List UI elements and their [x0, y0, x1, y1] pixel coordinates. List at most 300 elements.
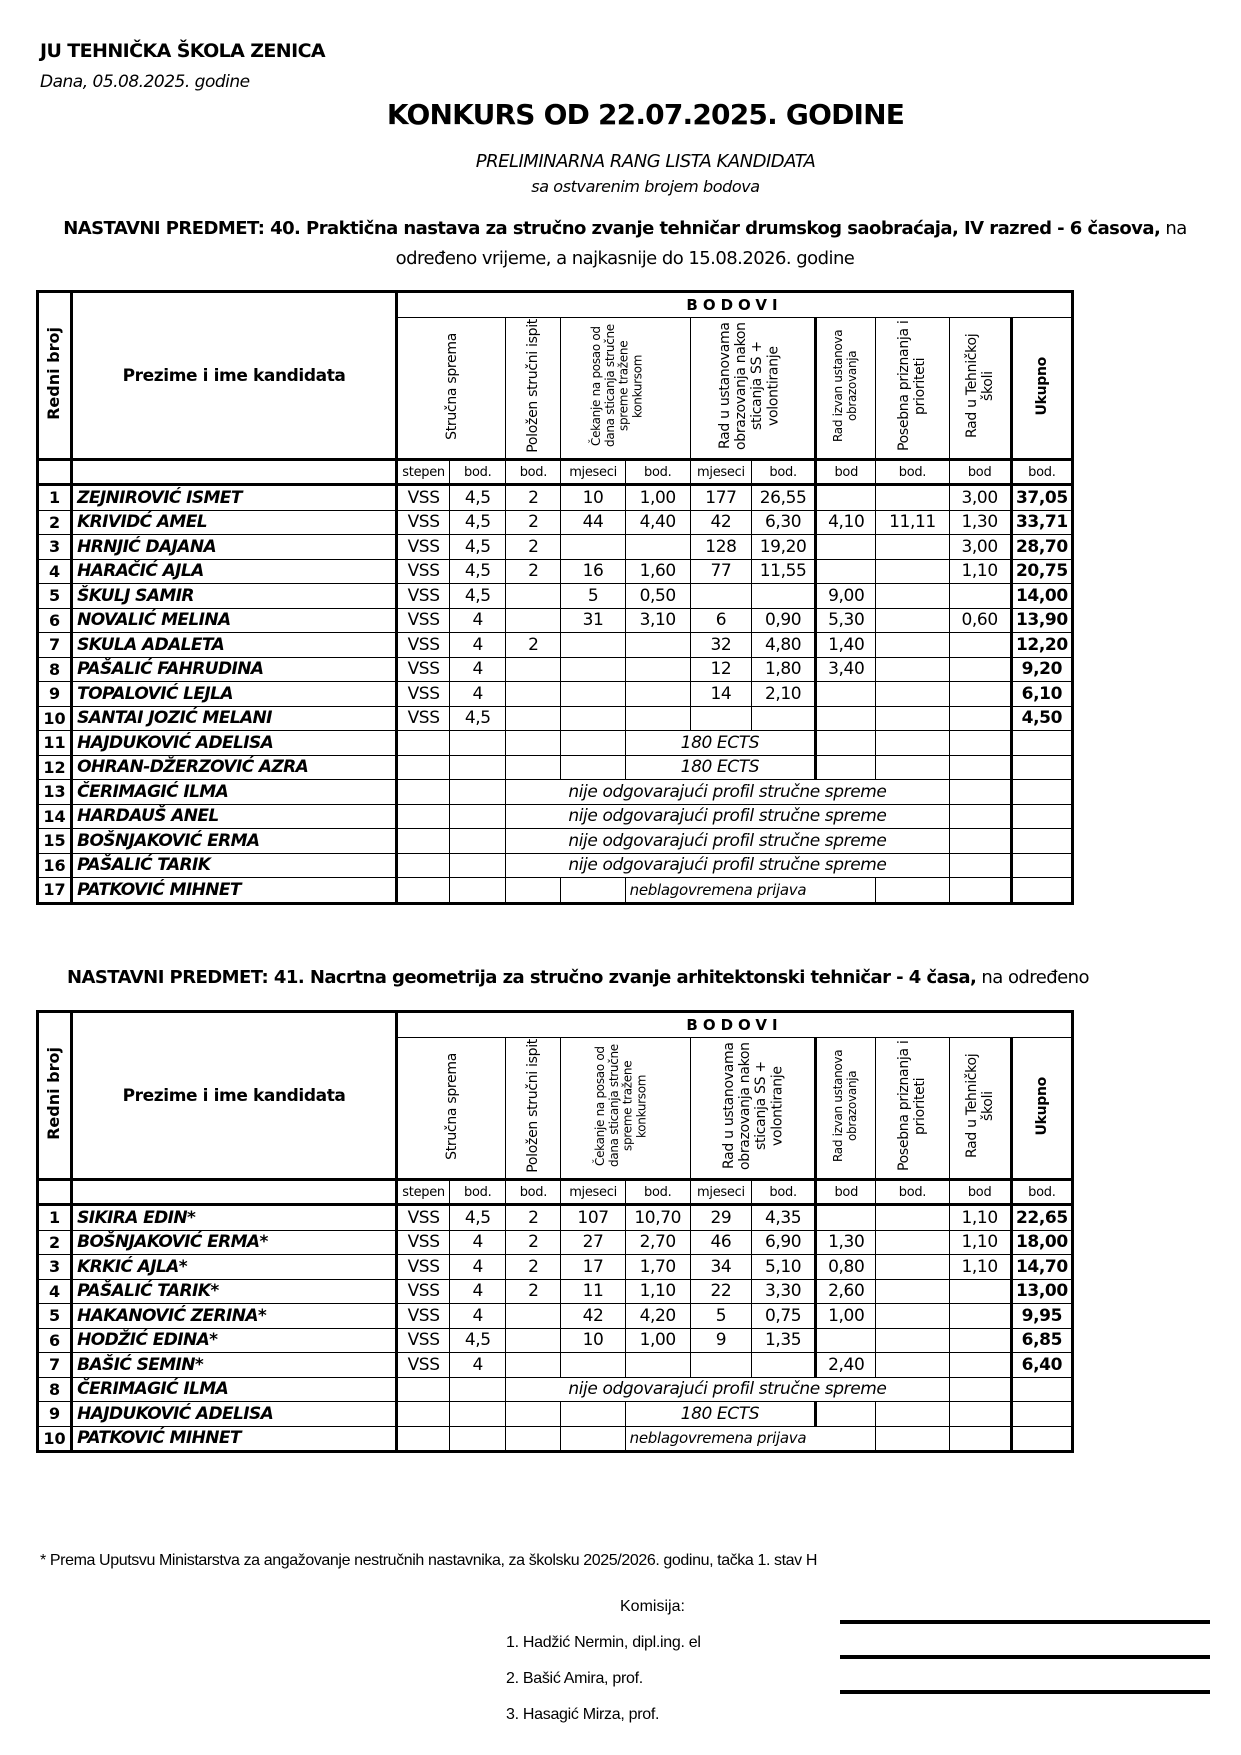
- cell-pp: [876, 1353, 949, 1378]
- candidate-name: HARDAUŠ ANEL: [72, 804, 397, 829]
- header-redni-broj: [38, 1012, 72, 1180]
- table-row: [38, 1230, 1073, 1255]
- unit-label: mjeseci: [561, 460, 625, 485]
- cell-rb: 6,90: [752, 1230, 816, 1255]
- table-row: [38, 1353, 1073, 1378]
- table-row: [38, 1377, 1073, 1402]
- candidate-name: BOŠNJAKOVIĆ ERMA: [72, 829, 397, 854]
- page-subtitle: PRELIMINARNA RANG LISTA KANDIDATA: [475, 151, 816, 172]
- ranking-table-1: [36, 290, 1074, 905]
- empty-cell: [949, 829, 1011, 854]
- footnote: * Prema Uputsvu Ministarstva za angažovanje nestručnih nastavnika, za školsku 2025/2026. godinu, tačka 1. stav H: [40, 1552, 817, 1569]
- table-row: [38, 608, 1073, 633]
- empty-cell: [397, 853, 450, 878]
- candidate-name: HRNJIĆ DAJANA: [72, 535, 397, 560]
- header-polozen-ispit-label: Položen stručni ispit: [525, 319, 542, 453]
- cell-rm: 177: [690, 485, 751, 511]
- signature-line: [840, 1690, 1210, 1694]
- table-row: [38, 559, 1073, 584]
- empty-cell: [450, 1377, 506, 1402]
- total-points: [1011, 1377, 1072, 1402]
- cell-iz: [816, 682, 876, 707]
- empty-cell: [397, 780, 450, 805]
- cell-pol: 2: [506, 559, 561, 584]
- candidate-name: HODŽIĆ EDINA*: [72, 1328, 397, 1353]
- cell-stepen: VSS: [397, 510, 450, 535]
- row-number: 14: [38, 804, 72, 829]
- cell-rm: 12: [690, 657, 751, 682]
- table-row: [38, 510, 1073, 535]
- cell-pol: 2: [506, 633, 561, 658]
- empty-cell: [450, 1402, 506, 1427]
- candidate-name: KRIVIDĆ AMEL: [72, 510, 397, 535]
- cell-iz: 2,40: [816, 1353, 876, 1378]
- header-strucna-sprema: [397, 1038, 506, 1180]
- status-note: neblagovremena prijava: [625, 878, 876, 904]
- cell-rt: 1,10: [949, 559, 1011, 584]
- candidate-name: PAŠALIĆ TARIK: [72, 853, 397, 878]
- empty-cell: [450, 853, 506, 878]
- commission-member: 2. Bašić Amira, prof.: [506, 1670, 643, 1687]
- candidate-name: SANTAI JOZIĆ MELANI: [72, 706, 397, 731]
- cell-pol: 2: [506, 535, 561, 560]
- cell-rb: 4,35: [752, 1205, 816, 1231]
- header-rad-izvan: [816, 1038, 876, 1180]
- empty-cell: [450, 878, 506, 904]
- cell-rb: 4,80: [752, 633, 816, 658]
- empty-cell: [506, 878, 561, 904]
- empty-cell: [949, 804, 1011, 829]
- cell-stepen: VSS: [397, 633, 450, 658]
- candidate-name: BOŠNJAKOVIĆ ERMA*: [72, 1230, 397, 1255]
- cell-cb: [625, 1353, 690, 1378]
- subject-heading-2: [40, 963, 1210, 993]
- cell-pol: [506, 584, 561, 609]
- empty-cell: [506, 731, 561, 756]
- unit-label: bod.: [876, 1180, 949, 1205]
- document-date: Dana, 05.08.2025. godine: [40, 72, 250, 92]
- empty-cell: [949, 878, 1011, 904]
- header-rad-izvan: [816, 318, 876, 460]
- unit-label: bod.: [450, 460, 506, 485]
- cell-stepen: VSS: [397, 485, 450, 511]
- table-row: [38, 1402, 1073, 1427]
- empty-cell: [949, 1426, 1011, 1452]
- header-polozen-ispit: [506, 318, 561, 460]
- cell-pp: [876, 535, 949, 560]
- header-posebna-priznanja-label: Posebna priznanja i prioriteti: [896, 1040, 929, 1172]
- empty-cell: [450, 731, 506, 756]
- cell-rt: [949, 682, 1011, 707]
- cell-stepen: VSS: [397, 535, 450, 560]
- unit-label: bod: [949, 1180, 1011, 1205]
- header-cekanje-label: Čekanje na posao od dana sticanja stručne spreme tražene konkursom: [588, 324, 645, 448]
- empty-cell: [397, 804, 450, 829]
- empty-cell: [397, 1377, 450, 1402]
- empty-cell: [397, 878, 450, 904]
- cell-cm: [561, 633, 625, 658]
- cell-ss: 4: [450, 633, 506, 658]
- header-ukupno: [1011, 1038, 1072, 1180]
- cell-cb: [625, 706, 690, 731]
- cell-stepen: VSS: [397, 1353, 450, 1378]
- table-row: [38, 1205, 1073, 1231]
- row-number: 4: [38, 1279, 72, 1304]
- subject-heading-rest: na određeno vrijeme, a najkasnije do 15.08.2026. godine: [395, 218, 1187, 269]
- empty-cell: [876, 1426, 949, 1452]
- cell-cb: 1,70: [625, 1255, 690, 1280]
- cell-cb: 0,50: [625, 584, 690, 609]
- candidate-name: TOPALOVIĆ LEJLA: [72, 682, 397, 707]
- cell-iz: [816, 535, 876, 560]
- cell-rb: 0,75: [752, 1304, 816, 1329]
- cell-rt: 1,10: [949, 1230, 1011, 1255]
- candidate-name: BAŠIĆ SEMIN*: [72, 1353, 397, 1378]
- total-points: [1011, 731, 1072, 756]
- cell-rb: [752, 706, 816, 731]
- candidate-name: SKULA ADALETA: [72, 633, 397, 658]
- cell-rb: 3,30: [752, 1279, 816, 1304]
- unit-label: bod.: [450, 1180, 506, 1205]
- cell-pp: [876, 608, 949, 633]
- cell-rm: 42: [690, 510, 751, 535]
- total-points: [1011, 755, 1072, 780]
- cell-ss: 4: [450, 657, 506, 682]
- cell-pp: [876, 682, 949, 707]
- cell-rb: [752, 1353, 816, 1378]
- header-redni-broj-label: Redni broj: [44, 1047, 64, 1140]
- candidate-name: HAJDUKOVIĆ ADELISA: [72, 731, 397, 756]
- units-empty: [38, 460, 72, 485]
- cell-ss: 4,5: [450, 584, 506, 609]
- row-number: 3: [38, 1255, 72, 1280]
- cell-cm: [561, 1353, 625, 1378]
- table-row: [38, 706, 1073, 731]
- cell-ss: 4,5: [450, 485, 506, 511]
- cell-ss: 4: [450, 1230, 506, 1255]
- cell-rt: [949, 633, 1011, 658]
- table-row: [38, 535, 1073, 560]
- cell-cm: 11: [561, 1279, 625, 1304]
- candidate-name: ZEJNIROVIĆ ISMET: [72, 485, 397, 511]
- empty-cell: [397, 1402, 450, 1427]
- total-points: [1011, 1426, 1072, 1452]
- subject-heading-rest: na određeno: [976, 967, 1089, 988]
- cell-rm: 46: [690, 1230, 751, 1255]
- cell-rm: 29: [690, 1205, 751, 1231]
- empty-cell: [949, 731, 1011, 756]
- empty-cell: [450, 804, 506, 829]
- header-cekanje: [561, 1038, 690, 1180]
- units-empty: [72, 1180, 397, 1205]
- cell-cm: [561, 706, 625, 731]
- empty-cell: [561, 755, 625, 780]
- unit-label: bod.: [752, 1180, 816, 1205]
- empty-cell: [397, 829, 450, 854]
- candidate-name: HAJDUKOVIĆ ADELISA: [72, 1402, 397, 1427]
- unit-label: bod: [816, 460, 876, 485]
- cell-stepen: VSS: [397, 1230, 450, 1255]
- total-points: 9,95: [1011, 1304, 1072, 1329]
- candidate-name: PATKOVIĆ MIHNET: [72, 878, 397, 904]
- total-points: 14,70: [1011, 1255, 1072, 1280]
- cell-ss: 4: [450, 1353, 506, 1378]
- cell-iz: [816, 559, 876, 584]
- cell-rt: [949, 1328, 1011, 1353]
- cell-iz: [816, 1328, 876, 1353]
- header-redni-broj-label: Redni broj: [44, 327, 64, 420]
- table-row: [38, 731, 1073, 756]
- empty-cell: [876, 755, 949, 780]
- total-points: 37,05: [1011, 485, 1072, 511]
- cell-cm: 17: [561, 1255, 625, 1280]
- header-bodovi: BODOVI: [397, 292, 1073, 318]
- row-number: 3: [38, 535, 72, 560]
- cell-rm: 128: [690, 535, 751, 560]
- cell-pp: [876, 1255, 949, 1280]
- header-strucna-sprema-label: Stručna sprema: [443, 1052, 460, 1160]
- cell-cb: 10,70: [625, 1205, 690, 1231]
- total-points: 12,20: [1011, 633, 1072, 658]
- cell-cm: 16: [561, 559, 625, 584]
- school-name: JU TEHNIČKA ŠKOLA ZENICA: [40, 40, 326, 62]
- cell-iz: [816, 1205, 876, 1231]
- empty-cell: [876, 878, 949, 904]
- table-row: [38, 1279, 1073, 1304]
- cell-rt: [949, 1304, 1011, 1329]
- row-number: 9: [38, 682, 72, 707]
- cell-rb: 1,80: [752, 657, 816, 682]
- cell-rm: 14: [690, 682, 751, 707]
- row-number: 5: [38, 1304, 72, 1329]
- header-name: Prezime i ime kandidata: [72, 292, 397, 460]
- cell-pp: [876, 485, 949, 511]
- subject-heading-bold: NASTAVNI PREDMET: 41. Nacrtna geometrija za stručno zvanje arhitektonski tehničar - 4 časa,: [67, 967, 977, 988]
- cell-rb: [752, 584, 816, 609]
- total-points: [1011, 1402, 1072, 1427]
- cell-rt: [949, 584, 1011, 609]
- cell-rb: 2,10: [752, 682, 816, 707]
- cell-ss: 4,5: [450, 535, 506, 560]
- status-note: nije odgovarajući profil stručne spreme: [506, 1377, 949, 1402]
- cell-rm: 34: [690, 1255, 751, 1280]
- table-row: [38, 1426, 1073, 1452]
- candidate-name: NOVALIĆ MELINA: [72, 608, 397, 633]
- row-number: 7: [38, 633, 72, 658]
- table-row: [38, 1328, 1073, 1353]
- cell-rm: 22: [690, 1279, 751, 1304]
- cell-rt: [949, 1353, 1011, 1378]
- cell-rm: 5: [690, 1304, 751, 1329]
- signature-line: [840, 1655, 1210, 1659]
- row-number: 4: [38, 559, 72, 584]
- cell-iz: 3,40: [816, 657, 876, 682]
- table-row: [38, 829, 1073, 854]
- candidate-name: OHRAN-DŽERZOVIĆ AZRA: [72, 755, 397, 780]
- unit-label: stepen: [397, 1180, 450, 1205]
- header-polozen-ispit: [506, 1038, 561, 1180]
- cell-pol: [506, 1353, 561, 1378]
- status-note: nije odgovarajući profil stručne spreme: [506, 804, 949, 829]
- cell-rm: 77: [690, 559, 751, 584]
- cell-stepen: VSS: [397, 559, 450, 584]
- cell-cm: 107: [561, 1205, 625, 1231]
- table-row: [38, 584, 1073, 609]
- total-points: [1011, 878, 1072, 904]
- cell-rt: 1,10: [949, 1255, 1011, 1280]
- cell-pol: 2: [506, 1279, 561, 1304]
- cell-cb: [625, 633, 690, 658]
- cell-stepen: VSS: [397, 1205, 450, 1231]
- total-points: 14,00: [1011, 584, 1072, 609]
- cell-rt: [949, 706, 1011, 731]
- row-number: 7: [38, 1353, 72, 1378]
- total-points: 13,00: [1011, 1279, 1072, 1304]
- row-number: 13: [38, 780, 72, 805]
- cell-cb: 1,10: [625, 1279, 690, 1304]
- total-points: 20,75: [1011, 559, 1072, 584]
- empty-cell: [876, 1402, 949, 1427]
- cell-stepen: VSS: [397, 657, 450, 682]
- candidate-name: SIKIRA EDIN*: [72, 1205, 397, 1231]
- cell-cm: 42: [561, 1304, 625, 1329]
- cell-ss: 4: [450, 1255, 506, 1280]
- cell-stepen: VSS: [397, 1328, 450, 1353]
- empty-cell: [876, 731, 949, 756]
- cell-pol: [506, 1304, 561, 1329]
- candidate-name: PATKOVIĆ MIHNET: [72, 1426, 397, 1452]
- cell-rb: 1,35: [752, 1328, 816, 1353]
- cell-rm: [690, 1353, 751, 1378]
- status-note: 180 ECTS: [625, 731, 816, 756]
- cell-pol: 2: [506, 510, 561, 535]
- row-number: 10: [38, 706, 72, 731]
- cell-rb: 26,55: [752, 485, 816, 511]
- units-empty: [72, 460, 397, 485]
- table-row: [38, 485, 1073, 511]
- cell-pp: [876, 1304, 949, 1329]
- ranking-table-2: [36, 1010, 1074, 1453]
- cell-rt: [949, 1279, 1011, 1304]
- total-points: 28,70: [1011, 535, 1072, 560]
- unit-label: bod.: [625, 1180, 690, 1205]
- unit-label: mjeseci: [561, 1180, 625, 1205]
- total-points: 6,40: [1011, 1353, 1072, 1378]
- commission-member: 1. Hadžić Nermin, dipl.ing. el: [506, 1634, 701, 1651]
- cell-ss: 4,5: [450, 1205, 506, 1231]
- row-number: 2: [38, 510, 72, 535]
- row-number: 5: [38, 584, 72, 609]
- cell-rb: 5,10: [752, 1255, 816, 1280]
- candidate-name: ŠKULJ SAMIR: [72, 584, 397, 609]
- cell-rt: 0,60: [949, 608, 1011, 633]
- cell-pol: 2: [506, 485, 561, 511]
- total-points: [1011, 853, 1072, 878]
- cell-pol: [506, 1328, 561, 1353]
- row-number: 9: [38, 1402, 72, 1427]
- empty-cell: [450, 780, 506, 805]
- header-polozen-ispit-label: Položen stručni ispit: [525, 1039, 542, 1173]
- status-note: nije odgovarajući profil stručne spreme: [506, 780, 949, 805]
- page-subtitle-2: sa ostvarenim brojem bodova: [531, 177, 760, 196]
- header-rad-tehnicka-label: Rad u Tehničkoj školi: [963, 1053, 996, 1159]
- candidate-name: KRKIĆ AJLA*: [72, 1255, 397, 1280]
- unit-label: bod.: [1011, 1180, 1072, 1205]
- row-number: 8: [38, 1377, 72, 1402]
- empty-cell: [397, 755, 450, 780]
- cell-cm: 5: [561, 584, 625, 609]
- status-note: 180 ECTS: [625, 1402, 816, 1427]
- total-points: 6,85: [1011, 1328, 1072, 1353]
- cell-cb: 1,00: [625, 485, 690, 511]
- header-rad-tehnicka: [949, 1038, 1011, 1180]
- cell-cm: [561, 682, 625, 707]
- cell-ss: 4,5: [450, 706, 506, 731]
- cell-iz: [816, 706, 876, 731]
- cell-cm: 44: [561, 510, 625, 535]
- status-note: nije odgovarajući profil stručne spreme: [506, 853, 949, 878]
- table-row: [38, 633, 1073, 658]
- row-number: 1: [38, 1205, 72, 1231]
- header-cekanje: [561, 318, 690, 460]
- header-posebna-priznanja-label: Posebna priznanja i prioriteti: [896, 320, 929, 452]
- unit-label: bod: [949, 460, 1011, 485]
- total-points: 13,90: [1011, 608, 1072, 633]
- cell-ss: 4,5: [450, 1328, 506, 1353]
- empty-cell: [450, 829, 506, 854]
- table-row: [38, 853, 1073, 878]
- header-strucna-sprema-label: Stručna sprema: [443, 332, 460, 440]
- empty-cell: [816, 755, 876, 780]
- header-rad-u-ustanovama: [690, 318, 815, 460]
- cell-iz: 1,40: [816, 633, 876, 658]
- table-row: [38, 1255, 1073, 1280]
- cell-rt: [949, 657, 1011, 682]
- cell-ss: 4,5: [450, 510, 506, 535]
- total-points: 33,71: [1011, 510, 1072, 535]
- cell-stepen: VSS: [397, 706, 450, 731]
- cell-rb: 19,20: [752, 535, 816, 560]
- empty-cell: [450, 755, 506, 780]
- cell-pp: [876, 1328, 949, 1353]
- subject-heading-1: [40, 214, 1210, 274]
- cell-cm: 31: [561, 608, 625, 633]
- cell-ss: 4: [450, 1279, 506, 1304]
- cell-pol: 2: [506, 1230, 561, 1255]
- cell-ss: 4: [450, 1304, 506, 1329]
- header-ukupno-label: Ukupno: [1033, 1076, 1050, 1136]
- cell-stepen: VSS: [397, 608, 450, 633]
- cell-stepen: VSS: [397, 1255, 450, 1280]
- unit-label: bod.: [506, 1180, 561, 1205]
- cell-rm: 9: [690, 1328, 751, 1353]
- cell-iz: [816, 485, 876, 511]
- header-strucna-sprema: [397, 318, 506, 460]
- cell-cm: [561, 657, 625, 682]
- cell-cb: 4,20: [625, 1304, 690, 1329]
- candidate-name: HAKANOVIĆ ZERINA*: [72, 1304, 397, 1329]
- header-name: Prezime i ime kandidata: [72, 1012, 397, 1180]
- unit-label: bod.: [506, 460, 561, 485]
- candidate-name: PAŠALIĆ FAHRUDINA: [72, 657, 397, 682]
- total-points: [1011, 780, 1072, 805]
- unit-label: stepen: [397, 460, 450, 485]
- header-ukupno: [1011, 318, 1072, 460]
- cell-cb: [625, 682, 690, 707]
- empty-cell: [506, 1402, 561, 1427]
- empty-cell: [949, 780, 1011, 805]
- status-note: 180 ECTS: [625, 755, 816, 780]
